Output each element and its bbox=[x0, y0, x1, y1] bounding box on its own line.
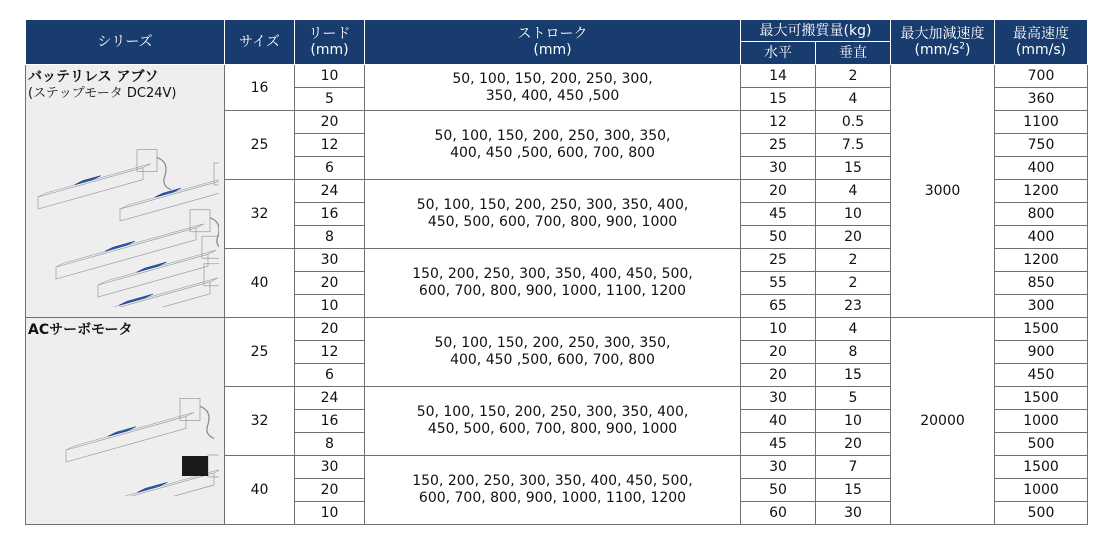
lead-cell: 6 bbox=[295, 364, 365, 387]
size-cell: 40 bbox=[225, 249, 295, 318]
vertical-payload-cell: 20 bbox=[816, 226, 891, 249]
header-max-speed: 最高速度 (mm/s) bbox=[995, 20, 1088, 65]
series-name: ACサーボモータ bbox=[28, 322, 133, 338]
header-accel: 最大加減速度 $(mm/s^2)$ bbox=[891, 20, 995, 65]
max-speed-cell: 1500 bbox=[995, 456, 1088, 479]
lead-cell: 30 bbox=[295, 249, 365, 272]
vertical-payload-cell: 4 bbox=[816, 180, 891, 203]
stroke-cell bbox=[365, 111, 741, 180]
size-cell: 16 bbox=[225, 65, 295, 111]
spec-table bbox=[25, 19, 1088, 525]
stroke-line-1: 50, 100, 150, 200, 250, 300, 350, 400, bbox=[416, 404, 689, 420]
stroke-line-2: 400, 450 ,500, 600, 700, 800 bbox=[450, 145, 655, 161]
ac-servo-actuators-illustration bbox=[34, 356, 219, 496]
lead-cell: 20 bbox=[295, 272, 365, 295]
header-stroke: ストローク (mm) bbox=[365, 20, 741, 65]
lead-cell: 16 bbox=[295, 410, 365, 433]
actuator-graphic bbox=[66, 398, 214, 462]
horizontal-payload-cell: 55 bbox=[741, 272, 816, 295]
stroke-line-1: 150, 200, 250, 300, 350, 400, 450, 500, bbox=[412, 266, 693, 282]
size-cell: 32 bbox=[225, 387, 295, 456]
lead-cell: 20 bbox=[295, 479, 365, 502]
stroke-line-2: 600, 700, 800, 900, 1000, 1100, 1200 bbox=[418, 283, 687, 299]
lead-cell: 20 bbox=[295, 111, 365, 134]
header-vertical: 垂直 bbox=[816, 42, 891, 65]
max-speed-cell: 800 bbox=[995, 203, 1088, 226]
header-series: シリーズ bbox=[26, 20, 225, 65]
horizontal-payload-cell: 65 bbox=[741, 295, 816, 318]
max-speed-cell: 500 bbox=[995, 502, 1088, 525]
vertical-payload-cell: 10 bbox=[816, 203, 891, 226]
max-speed-cell: 1200 bbox=[995, 249, 1088, 272]
max-speed-cell: 400 bbox=[995, 157, 1088, 180]
vertical-payload-cell: 30 bbox=[816, 502, 891, 525]
actuator-graphic bbox=[120, 163, 219, 221]
table-row bbox=[26, 318, 1088, 341]
horizontal-payload-cell: 12 bbox=[741, 111, 816, 134]
vertical-payload-cell: 0.5 bbox=[816, 111, 891, 134]
table-body bbox=[26, 65, 1088, 525]
stroke-line-2: 350, 400, 450 ,500 bbox=[485, 87, 620, 104]
vertical-payload-cell: 7.5 bbox=[816, 134, 891, 157]
horizontal-payload-cell: 25 bbox=[741, 249, 816, 272]
stroke-cell bbox=[365, 387, 741, 456]
stroke-cell bbox=[365, 65, 741, 111]
size-cell: 40 bbox=[225, 456, 295, 525]
max-speed-cell: 450 bbox=[995, 364, 1088, 387]
max-speed-cell: 300 bbox=[995, 295, 1088, 318]
horizontal-payload-cell: 45 bbox=[741, 433, 816, 456]
vertical-payload-cell: 15 bbox=[816, 479, 891, 502]
vertical-payload-cell: 10 bbox=[816, 410, 891, 433]
lead-cell: 5 bbox=[295, 88, 365, 111]
max-speed-cell: 1200 bbox=[995, 180, 1088, 203]
lead-cell: 10 bbox=[295, 295, 365, 318]
max-speed-cell: 400 bbox=[995, 226, 1088, 249]
series-cell bbox=[26, 318, 225, 525]
max-speed-cell: 850 bbox=[995, 272, 1088, 295]
max-speed-cell: 500 bbox=[995, 433, 1088, 456]
horizontal-payload-cell: 25 bbox=[741, 134, 816, 157]
series-subtitle: (ステップモータ DC24V) bbox=[28, 86, 177, 101]
horizontal-payload-cell: 14 bbox=[741, 65, 816, 88]
max-speed-cell: 1100 bbox=[995, 111, 1088, 134]
stroke-line-1: 50, 100, 150, 200, 250, 300, 350, bbox=[434, 128, 671, 144]
stroke-line-1: 50, 100, 150, 200, 250, 300, bbox=[452, 70, 653, 87]
vertical-payload-cell: 20 bbox=[816, 433, 891, 456]
stroke-line-2: 400, 450 ,500, 600, 700, 800 bbox=[450, 352, 655, 368]
table-header bbox=[26, 20, 1088, 65]
lead-cell: 20 bbox=[295, 318, 365, 341]
horizontal-payload-cell: 60 bbox=[741, 502, 816, 525]
stroke-line-2: 450, 500, 600, 700, 800, 900, 1000 bbox=[427, 421, 678, 437]
lead-cell: 16 bbox=[295, 203, 365, 226]
lead-cell: 10 bbox=[295, 65, 365, 88]
max-speed-cell: 1500 bbox=[995, 387, 1088, 410]
vertical-payload-cell: 2 bbox=[816, 272, 891, 295]
max-speed-cell: 750 bbox=[995, 134, 1088, 157]
header-size: サイズ bbox=[225, 20, 295, 65]
vertical-payload-cell: 2 bbox=[816, 65, 891, 88]
max-speed-cell: 1500 bbox=[995, 318, 1088, 341]
servo-motor-block bbox=[182, 456, 208, 476]
max-speed-cell: 900 bbox=[995, 341, 1088, 364]
series-name: バッテリレス アブソ bbox=[28, 69, 159, 85]
header-lead: リード (mm) bbox=[295, 20, 365, 65]
max-speed-cell: 700 bbox=[995, 65, 1088, 88]
stroke-cell bbox=[365, 456, 741, 525]
horizontal-payload-cell: 45 bbox=[741, 203, 816, 226]
lead-cell: 30 bbox=[295, 456, 365, 479]
horizontal-payload-cell: 50 bbox=[741, 226, 816, 249]
lead-cell: 12 bbox=[295, 134, 365, 157]
horizontal-payload-cell: 20 bbox=[741, 341, 816, 364]
stroke-line-1: 50, 100, 150, 200, 250, 300, 350, 400, bbox=[416, 197, 689, 213]
vertical-payload-cell: 4 bbox=[816, 88, 891, 111]
vertical-payload-cell: 2 bbox=[816, 249, 891, 272]
horizontal-payload-cell: 30 bbox=[741, 387, 816, 410]
vertical-payload-cell: 15 bbox=[816, 157, 891, 180]
size-cell: 25 bbox=[225, 318, 295, 387]
accel-cell: 3000 bbox=[891, 65, 995, 318]
size-cell: 25 bbox=[225, 111, 295, 180]
horizontal-payload-cell: 10 bbox=[741, 318, 816, 341]
vertical-payload-cell: 7 bbox=[816, 456, 891, 479]
stroke-line-2: 450, 500, 600, 700, 800, 900, 1000 bbox=[427, 214, 678, 230]
stroke-line-1: 150, 200, 250, 300, 350, 400, 450, 500, bbox=[412, 473, 693, 489]
battery-less-actuators-illustration bbox=[34, 107, 219, 307]
stroke-cell bbox=[365, 318, 741, 387]
stroke-line-1: 50, 100, 150, 200, 250, 300, 350, bbox=[434, 335, 671, 351]
horizontal-payload-cell: 30 bbox=[741, 157, 816, 180]
lead-cell: 8 bbox=[295, 226, 365, 249]
stroke-cell bbox=[365, 249, 741, 318]
header-horizontal: 水平 bbox=[741, 42, 816, 65]
lead-cell: 6 bbox=[295, 157, 365, 180]
max-speed-cell: 1000 bbox=[995, 410, 1088, 433]
vertical-payload-cell: 4 bbox=[816, 318, 891, 341]
vertical-payload-cell: 23 bbox=[816, 295, 891, 318]
horizontal-payload-cell: 20 bbox=[741, 364, 816, 387]
accel-cell: 20000 bbox=[891, 318, 995, 525]
lead-cell: 24 bbox=[295, 180, 365, 203]
size-cell: 32 bbox=[225, 180, 295, 249]
horizontal-payload-cell: 50 bbox=[741, 479, 816, 502]
max-speed-cell: 1000 bbox=[995, 479, 1088, 502]
vertical-payload-cell: 5 bbox=[816, 387, 891, 410]
stroke-line-2: 600, 700, 800, 900, 1000, 1100, 1200 bbox=[418, 490, 687, 506]
stroke-cell bbox=[365, 180, 741, 249]
horizontal-payload-cell: 20 bbox=[741, 180, 816, 203]
lead-cell: 10 bbox=[295, 502, 365, 525]
spec-table-container bbox=[25, 19, 1087, 525]
lead-cell: 8 bbox=[295, 433, 365, 456]
horizontal-payload-cell: 40 bbox=[741, 410, 816, 433]
lead-cell: 24 bbox=[295, 387, 365, 410]
actuator-graphic bbox=[56, 210, 219, 279]
horizontal-payload-cell: 15 bbox=[741, 88, 816, 111]
header-payload: 最大可搬質量(kg) bbox=[741, 20, 891, 42]
series-cell bbox=[26, 65, 225, 318]
lead-cell: 12 bbox=[295, 341, 365, 364]
vertical-payload-cell: 15 bbox=[816, 364, 891, 387]
table-row bbox=[26, 65, 1088, 88]
vertical-payload-cell: 8 bbox=[816, 341, 891, 364]
actuator-graphic bbox=[98, 236, 219, 297]
horizontal-payload-cell: 30 bbox=[741, 456, 816, 479]
max-speed-cell: 360 bbox=[995, 88, 1088, 111]
